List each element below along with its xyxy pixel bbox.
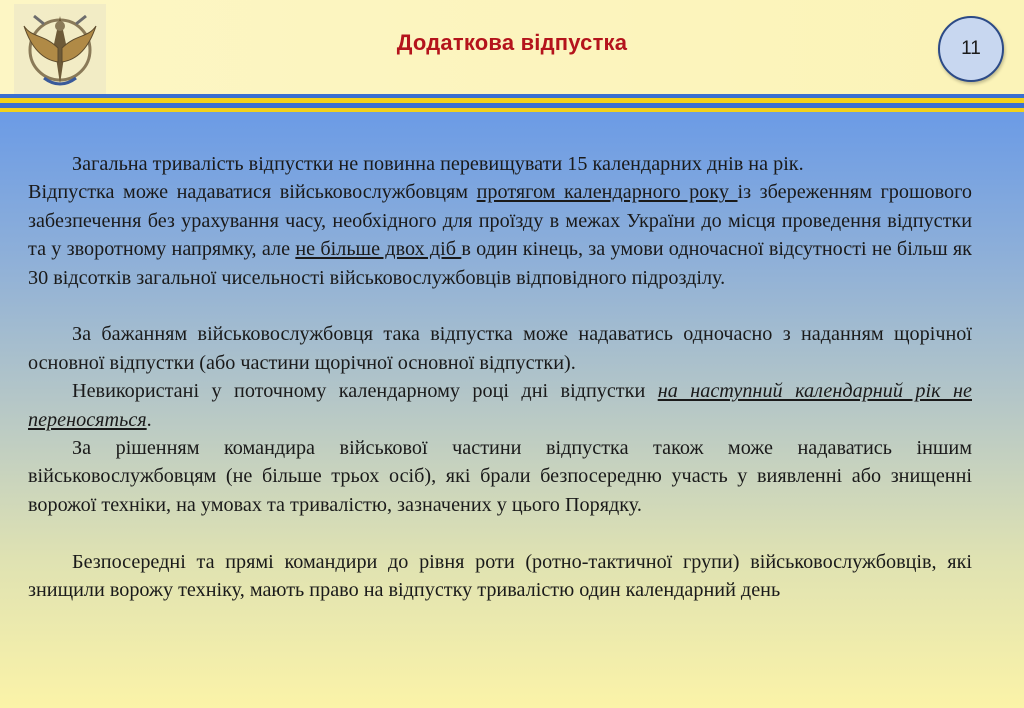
paragraph-leave-conditions: Відпустка може надаватися військовослужбовцям протягом календарного року із збереженням грошового забезпечення без урахування часу, необхідного для проїзду в межах України до місця проведення відпустки та у зворотному напрямку, але не більше двох діб в один кінець, за умови одночасної відсутності не більш як 30 відсотків загальної чисельності військовослужбовців відповідного підрозділу. <box>28 181 972 289</box>
slide-header <box>0 0 1024 96</box>
body-text <box>28 150 972 604</box>
paragraph-combined-leave: За бажанням військовослужбовця така відпустка може надаватись одночасно з наданням щорічної основної відпустки (або частини щорічної основної відпустки). <box>28 323 972 374</box>
paragraph-direct-commanders: Безпосередні та прямі командири до рівня роти (ротно-тактичної групи) військовослужбовців, які знищили ворожу техніку, мають право на відпустку тривалістю один календарний день <box>28 550 972 602</box>
paragraph-commander-decision: За рішенням командира військової частини відпустка також може надаватись іншим військовослужбовцям (не більше трьох осіб), які брали безпосередню участь у виявленні або знищенні ворожої техніки, на умовах та тривалістю, зазначених у цього Порядку. <box>28 437 972 516</box>
slide-body <box>0 112 1024 708</box>
paragraph-total-duration: Загальна тривалість відпустки не повинна перевищувати 15 календарних днів на рік. <box>72 153 804 175</box>
underlined-italic-phrase: на наступний календарний рік не переносяться <box>28 380 972 431</box>
paragraph-unused-days: Невикористані у поточному календарному році дні відпустки на наступний календарний рік не переносяться. <box>28 380 972 431</box>
underlined-phrase: не більше двох діб <box>295 238 462 261</box>
page-number-badge: 11 <box>938 16 1004 82</box>
underlined-phrase: протягом календарного року <box>476 181 738 204</box>
page-title: Додаткова відпустка <box>396 30 628 55</box>
